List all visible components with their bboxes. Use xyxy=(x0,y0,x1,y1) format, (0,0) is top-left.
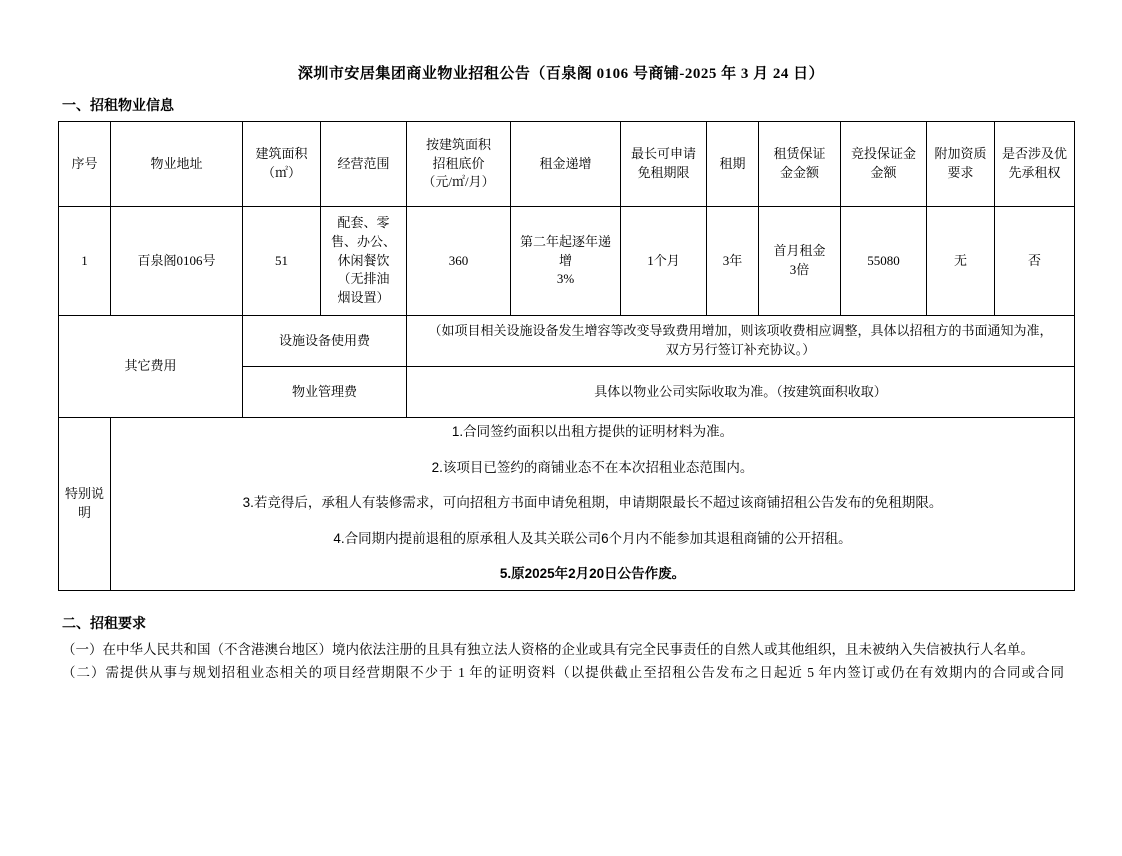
requirement-item-1: （一）在中华人民共和国（不含港澳台地区）境内依法注册的且具有独立法人资格的企业或具有完全民事责任的自然人或其他组织，且未被纳入失信被执行人名单。 xyxy=(62,641,1034,657)
facility-fee-text: （如项目相关设施设备发生增容等改变导致费用增加，则该项收费相应调整，具体以招租方的书面通知为准， 双方另行签订补充协议。） xyxy=(407,316,1075,367)
section-2-heading: 二、招租要求 xyxy=(62,616,146,632)
cell-area: 51 xyxy=(243,207,321,316)
header-base-price: 按建筑面积 招租底价 （元/㎡/月） xyxy=(407,122,511,207)
note-item: 5.原2025年2月20日公告作废。 xyxy=(499,566,686,582)
header-free-period: 最长可申请 免租期限 xyxy=(621,122,707,207)
cell-extra-qualification: 无 xyxy=(927,207,995,316)
special-notes-label: 特别说明 xyxy=(59,418,111,591)
table-row xyxy=(59,207,1075,316)
cell-bid-deposit: 55080 xyxy=(841,207,927,316)
header-lease-term: 租期 xyxy=(707,122,759,207)
table-body xyxy=(59,207,1075,591)
cell-priority-right: 否 xyxy=(995,207,1075,316)
requirement-item-2: （二）需提供从事与规划招租业态相关的项目经营期限不少于 1 年的证明资料（以提供截止至招租公告发布之日起近 5 年内签订或仍在有效期内的合同或合同 xyxy=(62,665,1064,681)
note-item: 2.该项目已签约的商铺业态不在本次招租业态范围内。 xyxy=(431,459,754,475)
property-management-fee-label: 物业管理费 xyxy=(243,367,407,418)
table-header-row xyxy=(59,122,1075,207)
cell-index: 1 xyxy=(59,207,111,316)
document-page xyxy=(0,62,1122,856)
property-info-table-wrapper xyxy=(58,121,1067,591)
header-priority-right: 是否涉及优 先承租权 xyxy=(995,122,1075,207)
header-lease-deposit: 租赁保证 金金额 xyxy=(759,122,841,207)
other-fees-label: 其它费用 xyxy=(59,316,243,418)
cell-free-period: 1个月 xyxy=(621,207,707,316)
facility-fee-label: 设施设备使用费 xyxy=(243,316,407,367)
header-bid-deposit: 竞投保证金 金额 xyxy=(841,122,927,207)
other-fees-row-1 xyxy=(59,316,1075,367)
cell-lease-deposit: 首月租金 3倍 xyxy=(759,207,841,316)
cell-business-scope: 配套、零 售、办公、 休闲餐饮 （无排油 烟设置） xyxy=(321,207,407,316)
section-1-heading: 一、招租物业信息 xyxy=(62,99,174,114)
header-business-scope: 经营范围 xyxy=(321,122,407,207)
header-address: 物业地址 xyxy=(111,122,243,207)
special-notes-content xyxy=(111,418,1075,591)
cell-lease-term: 3年 xyxy=(707,207,759,316)
special-notes-row xyxy=(59,418,1075,591)
note-item: 1.合同签约面积以出租方提供的证明材料为准。 xyxy=(451,424,734,439)
header-extra-qualification: 附加资质 要求 xyxy=(927,122,995,207)
property-info-table xyxy=(58,121,1075,591)
note-item: 4.合同期内提前退租的原承租人及其关联公司6个月内不能参加其退租商铺的公开招租。 xyxy=(333,530,852,546)
table-head xyxy=(59,122,1075,207)
header-rent-increase: 租金递增 xyxy=(511,122,621,207)
header-index: 序号 xyxy=(59,122,111,207)
cell-rent-increase: 第二年起逐年递增 3% xyxy=(511,207,621,316)
page-title: 深圳市安居集团商业物业招租公告（百泉阁 0106 号商铺-2025 年 3 月 24 日） xyxy=(297,66,825,82)
cell-base-price: 360 xyxy=(407,207,511,316)
cell-address: 百泉阁0106号 xyxy=(111,207,243,316)
note-item: 3.若竞得后，承租人有装修需求，可向招租方书面申请免租期，申请期限最长不超过该商铺招租公告发布的免租期限。 xyxy=(242,495,943,511)
property-management-fee-text: 具体以物业公司实际收取为准。（按建筑面积收取） xyxy=(407,367,1075,418)
header-area: 建筑面积 （㎡） xyxy=(243,122,321,207)
